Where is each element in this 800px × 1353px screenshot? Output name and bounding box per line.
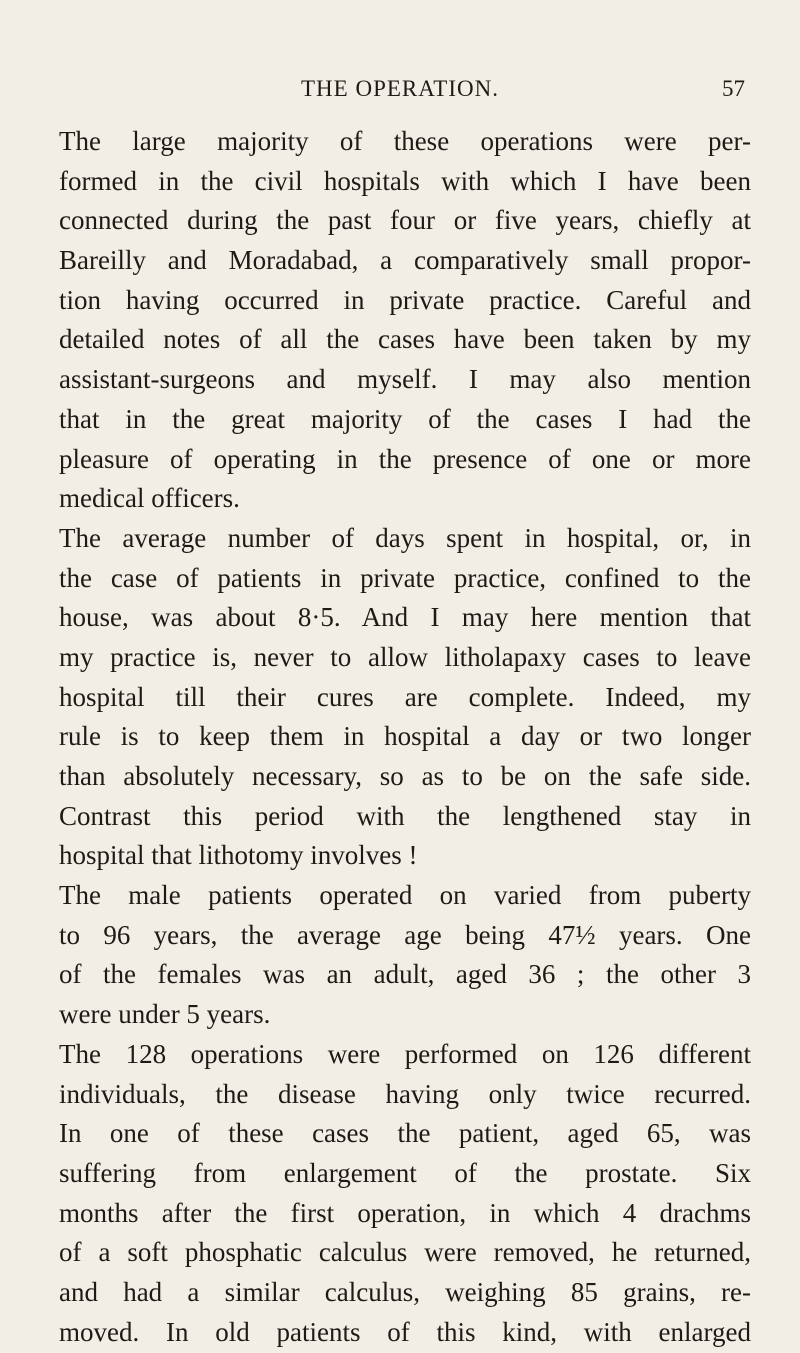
text-line: the case of patients in private practice, confined to the	[59, 562, 751, 593]
text-line: detailed notes of all the cases have been taken by my	[59, 324, 751, 355]
text-line: formed in the civil hospitals with which I have been	[59, 165, 751, 196]
text-line: pleasure of operating in the presence of one or more	[59, 443, 751, 474]
text-line: moved. In old patients of this kind, with enlarged	[59, 1316, 751, 1347]
text-line: The male patients operated on varied from puberty	[59, 880, 751, 911]
text-line: hospital that lithotomy involves !	[59, 840, 418, 871]
text-line: The large majority of these operations were per-	[59, 126, 751, 156]
text-line: my practice is, never to allow litholapaxy cases to leave	[59, 641, 751, 672]
text-line: Bareilly and Moradabad, a comparatively small propor-	[59, 245, 751, 276]
text-line: that in the great majority of the cases I had the	[59, 403, 751, 434]
text-line: to 96 years, the average age being 47½ years. One	[59, 919, 751, 950]
running-title: THE OPERATION.	[301, 76, 499, 101]
text-line: months after the first operation, in which 4 drachms	[59, 1197, 751, 1228]
text-line: In one of these cases the patient, aged 65, was	[59, 1118, 751, 1149]
text-line: and had a similar calculus, weighing 85 grains, re-	[59, 1276, 751, 1307]
text-line: hospital till their cures are complete. Indeed, my	[59, 681, 751, 712]
text-line: house, was about 8·5. And I may here mention that	[59, 602, 751, 633]
text-line: individuals, the disease having only twice recurred.	[59, 1078, 751, 1109]
text-line: The average number of days spent in hospital, or, in	[59, 522, 751, 553]
text-line: assistant-surgeons and myself. I may also mention	[59, 364, 751, 395]
page-number: 57	[722, 76, 745, 101]
text-line: of the females was an adult, aged 36 ; the other 3	[59, 959, 751, 990]
text-line: than absolutely necessary, so as to be on the safe side.	[59, 761, 751, 791]
text-line: tion having occurred in private practice. Careful and	[59, 284, 751, 315]
text-line: were under 5 years.	[59, 999, 271, 1030]
text-line: connected during the past four or five years, chiefly at	[59, 205, 751, 236]
text-line: suffering from enlargement of the prostate. Six	[59, 1157, 751, 1188]
text-line: medical officers.	[59, 483, 240, 514]
text-line: The 128 operations were performed on 126 different	[59, 1038, 751, 1069]
body-text	[59, 122, 751, 1352]
text-line: Contrast this period with the lengthened stay in	[59, 800, 751, 831]
text-line: rule is to keep them in hospital a day or two longer	[59, 721, 751, 752]
text-line: of a soft phosphatic calculus were removed, he returned,	[59, 1237, 751, 1268]
page-header	[0, 76, 800, 106]
